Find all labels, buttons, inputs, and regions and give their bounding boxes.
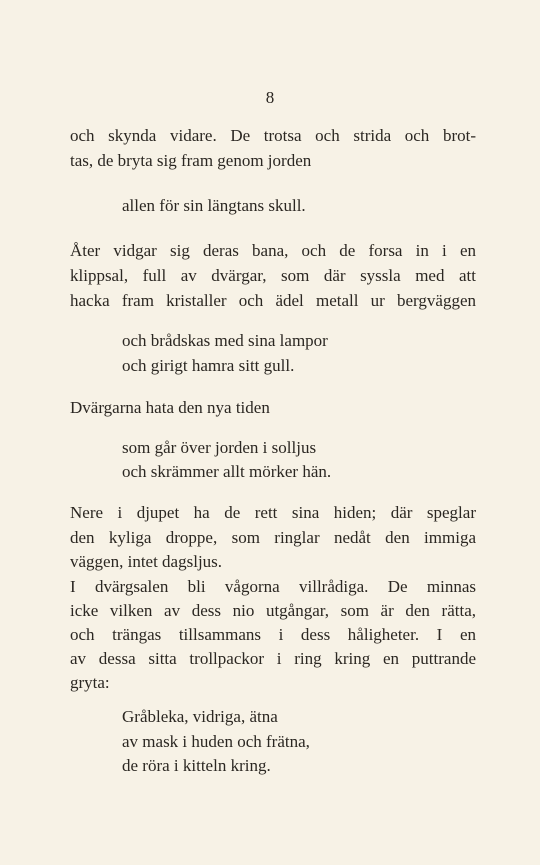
text-line: hacka fram kristaller och ädel metall ur bergväggen — [70, 291, 476, 310]
verse-line: allen för sin längtans skull. — [122, 196, 306, 215]
verse-line: som går över jorden i solljus — [122, 438, 317, 457]
text-line: icke vilken av dess nio utgångar, som är den rätta, — [70, 601, 476, 620]
verse-line: de röra i kitteln kring. — [122, 756, 271, 775]
text-line: av dessa sitta trollpackor i ring kring en puttrande — [70, 649, 476, 668]
text-line: Dvärgarna hata den nya tiden — [70, 398, 270, 417]
verse-line: och brådskas med sina lampor — [122, 331, 328, 350]
text-line: väggen, intet dagsljus. — [70, 552, 223, 571]
text-line: Nere i djupet ha de rett sina hiden; där speglar — [70, 503, 476, 522]
text-line: och skynda vidare. De trotsa och strida och brot- — [70, 126, 476, 145]
text-line: Åter vidgar sig deras bana, och de forsa in i en — [70, 241, 476, 260]
text-line: den kyliga droppe, som ringlar nedåt den immiga — [70, 528, 476, 547]
verse-line: av mask i huden och frätna, — [122, 732, 310, 751]
text-line: och trängas tillsammans i dess håligheter. I en — [70, 625, 476, 644]
text-line: tas, de bryta sig fram genom jorden — [70, 151, 312, 170]
verse-line: Gråbleka, vidriga, ätna — [122, 707, 278, 726]
text-line: I dvärgsalen bli vågorna villrådiga. De minnas — [70, 577, 476, 596]
verse-line: och girigt hamra sitt gull. — [122, 356, 295, 375]
verse-line: och skrämmer allt mörker hän. — [122, 462, 332, 481]
text-line: gryta: — [70, 673, 110, 692]
text-line: klippsal, full av dvärgar, som där syssla med att — [70, 266, 476, 285]
page-number: 8 — [265, 88, 275, 107]
